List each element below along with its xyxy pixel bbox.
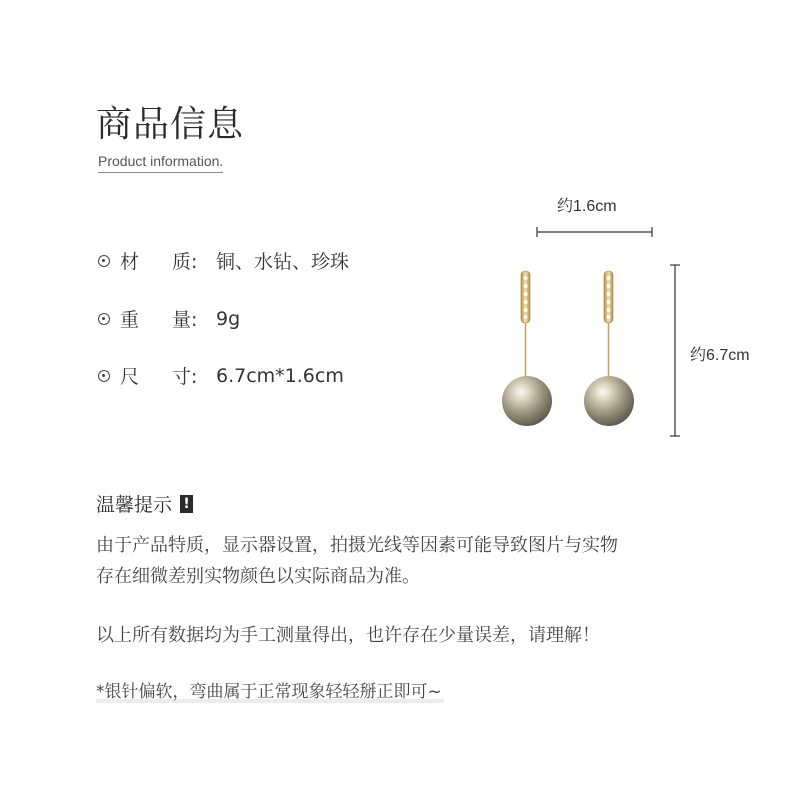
tips-title: 温馨提示 xyxy=(96,494,173,516)
left-earring xyxy=(502,271,552,426)
spec-label-b: 质: xyxy=(172,251,198,273)
right-earring xyxy=(584,271,634,426)
bullet-icon xyxy=(98,370,110,382)
spec-label-b: 量: xyxy=(172,309,198,331)
spec-row-weight xyxy=(98,305,240,332)
spec-label-a: 材 xyxy=(120,251,140,273)
spec-label-a: 尺 xyxy=(120,366,140,388)
exclamation-icon: ! xyxy=(180,495,193,513)
height-dimension-line xyxy=(670,265,680,436)
spec-label-b: 寸: xyxy=(172,366,198,388)
spec-label-a: 重 xyxy=(120,309,140,331)
tips-heading xyxy=(96,490,193,517)
tips-paragraph-1-line-2: 存在细微差别实物颜色以实际商品为准。 xyxy=(96,566,420,587)
spec-row-size xyxy=(98,362,344,389)
bullet-icon xyxy=(98,313,110,325)
earring-illustration xyxy=(480,215,700,445)
width-dimension-label: 约1.6cm xyxy=(557,198,617,215)
spec-value: 9g xyxy=(216,307,241,330)
tips-note: *银针偏软，弯曲属于正常现象轻轻掰正即可~ xyxy=(96,682,442,702)
page-title: 商品信息 xyxy=(96,104,245,145)
spec-value: 铜、水钻、珍珠 xyxy=(216,251,350,273)
height-dimension-label: 约6.7cm xyxy=(690,347,750,364)
tips-paragraph-1-line-1: 由于产品特质，显示器设置，拍摄光线等因素可能导致图片与实物 xyxy=(96,535,618,556)
tips-paragraph-1 xyxy=(96,530,618,592)
page-subtitle: Product information. xyxy=(98,153,223,173)
spec-row-material xyxy=(98,247,349,274)
tips-paragraph-2: 以上所有数据均为手工测量得出，也许存在少量误差，请理解！ xyxy=(96,625,600,646)
width-dimension-line xyxy=(537,227,652,237)
spec-value: 6.7cm*1.6cm xyxy=(216,364,344,387)
bullet-icon xyxy=(98,255,110,267)
